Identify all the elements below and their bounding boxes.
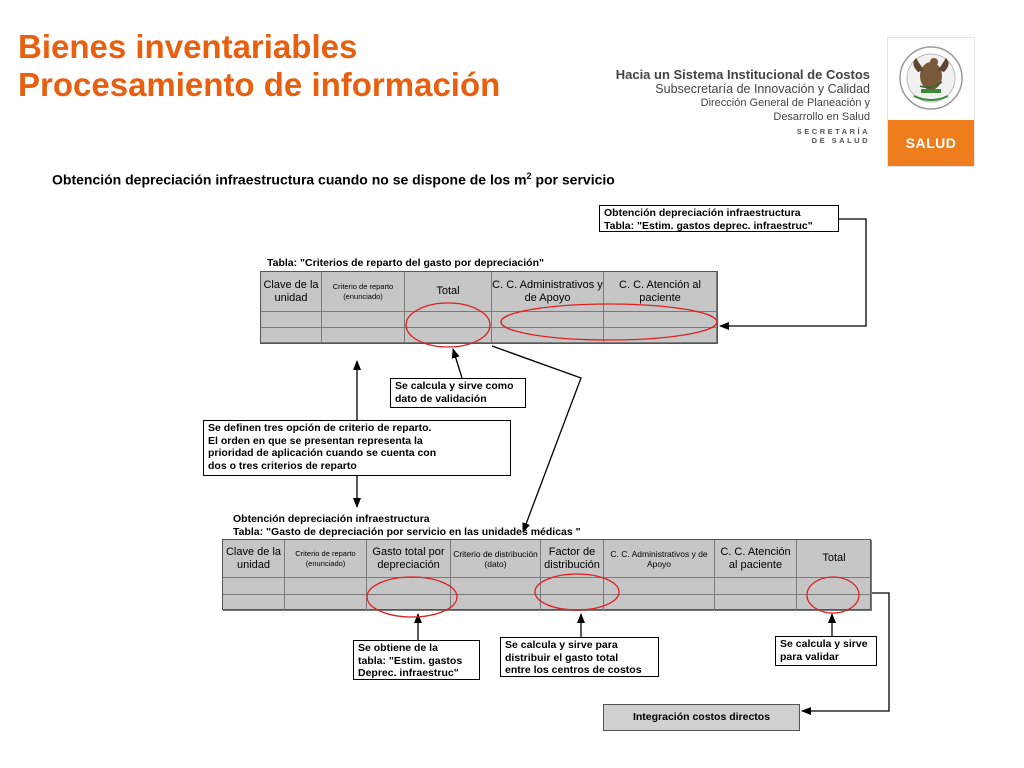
note-validacion-line-2: dato de validación bbox=[395, 392, 487, 405]
ref-box bbox=[599, 205, 839, 232]
note-criterio bbox=[203, 420, 511, 476]
table1-cell bbox=[604, 328, 717, 343]
arrow-validacion-to-total bbox=[453, 349, 462, 378]
table2-cell bbox=[451, 578, 541, 595]
header-line-4: Desarrollo en Salud bbox=[773, 111, 870, 123]
table1-cell bbox=[261, 312, 322, 328]
table2-label bbox=[233, 513, 581, 538]
table1-cell bbox=[492, 328, 604, 343]
salud-logo bbox=[887, 37, 975, 167]
note-validar-line-2: para validar bbox=[780, 650, 839, 663]
salud-band: SALUD bbox=[888, 120, 974, 166]
table1-cell bbox=[405, 312, 492, 328]
table2-cell bbox=[223, 578, 285, 595]
table1-cell bbox=[322, 328, 405, 343]
table2-cell bbox=[285, 578, 367, 595]
table1-cell bbox=[322, 312, 405, 328]
table2-header-criterio-distribucion: Criterio de distribución (dato) bbox=[451, 540, 541, 578]
table1-cell bbox=[261, 328, 322, 343]
table1-cell bbox=[492, 312, 604, 328]
table2-header-clave: Clave de la unidad bbox=[223, 540, 285, 578]
table2-cell bbox=[715, 595, 797, 611]
table2-cell bbox=[367, 595, 451, 611]
table2-header-gasto-total: Gasto total por depreciación bbox=[367, 540, 451, 578]
header-line-5: SECRETARÍA bbox=[796, 127, 870, 136]
table1 bbox=[260, 271, 718, 344]
note-validacion bbox=[390, 378, 526, 408]
note-distribuir bbox=[500, 637, 659, 677]
table2-cell bbox=[367, 578, 451, 595]
table2-header-criterio: Criterio de reparto (enunciado) bbox=[285, 540, 367, 578]
table1-header-criterio: Criterio de reparto (enunciado) bbox=[322, 272, 405, 312]
header-line-6: DE SALUD bbox=[811, 136, 870, 145]
note-obtiene-line-3: Deprec. infraestruc" bbox=[358, 667, 459, 679]
header-block bbox=[540, 68, 870, 145]
arrow-ref-to-table1 bbox=[720, 219, 866, 326]
table2-cell bbox=[797, 595, 872, 611]
table2-cell bbox=[541, 595, 604, 611]
subtitle-tail: por servicio bbox=[531, 171, 615, 188]
integracion-box: Integración costos directos bbox=[603, 704, 800, 731]
note-distribuir-line-3: entre los centros de costos bbox=[505, 664, 642, 676]
table2-cell bbox=[223, 595, 285, 611]
subtitle bbox=[52, 171, 615, 188]
table2-cell bbox=[604, 578, 715, 595]
table1-cell bbox=[604, 312, 717, 328]
title-line-1: Bienes inventariables bbox=[18, 28, 358, 65]
header-line-2: Subsecretaría de Innovación y Calidad bbox=[655, 82, 870, 96]
mexican-eagle-emblem-icon bbox=[888, 38, 974, 118]
note-obtiene-line-1: Se obtiene de la bbox=[358, 642, 438, 654]
table2-cell bbox=[715, 578, 797, 595]
table1-label: Tabla: "Criterios de reparto del gasto por depreciación" bbox=[267, 257, 544, 269]
header-line-3: Dirección General de Planeación y bbox=[700, 97, 870, 109]
table2-label-line-1: Obtención depreciación infraestructura bbox=[233, 513, 430, 525]
table2-cell bbox=[541, 578, 604, 595]
table2-header-factor: Factor de distribución bbox=[541, 540, 604, 578]
subtitle-sup: 2 bbox=[526, 171, 532, 181]
table2-header-admin: C. C. Administrativos y de Apoyo bbox=[604, 540, 715, 578]
table2-cell bbox=[797, 578, 872, 595]
table2-header-atencion: C. C. Atención al paciente bbox=[715, 540, 797, 578]
title-line-2: Procesamiento de información bbox=[18, 66, 501, 103]
note-criterio-line-2: El orden en que se presentan representa la bbox=[208, 434, 423, 447]
note-criterio-line-1: Se definen tres opción de criterio de reparto. bbox=[208, 422, 432, 434]
table1-cell bbox=[405, 328, 492, 343]
page-title bbox=[18, 28, 500, 104]
table1-header-atencion: C. C. Atención al paciente bbox=[604, 272, 717, 312]
note-obtiene bbox=[353, 640, 480, 680]
table1-header-clave: Clave de la unidad bbox=[261, 272, 322, 312]
note-validar bbox=[775, 636, 877, 666]
table2 bbox=[222, 539, 871, 610]
ref-box-line-1: Obtención depreciación infraestructura bbox=[604, 207, 801, 219]
table2-header-total: Total bbox=[797, 540, 872, 578]
subtitle-main: Obtención depreciación infraestructura cuando no se dispone de los m bbox=[52, 171, 527, 188]
note-validacion-line-1: Se calcula y sirve como bbox=[395, 380, 514, 392]
note-criterio-line-4: dos o tres criterios de reparto bbox=[208, 459, 357, 472]
table1-header-admin: C. C. Administrativos y de Apoyo bbox=[492, 272, 604, 312]
ref-box-line-2: Tabla: "Estim. gastos deprec. infraestruc" bbox=[604, 219, 813, 232]
header-line-1: Hacia un Sistema Institucional de Costos bbox=[615, 67, 870, 82]
table2-cell bbox=[451, 595, 541, 611]
table2-cell bbox=[604, 595, 715, 611]
note-distribuir-line-1: Se calcula y sirve para bbox=[505, 639, 618, 651]
note-validar-line-1: Se calcula y sirve bbox=[780, 638, 868, 650]
table2-cell bbox=[285, 595, 367, 611]
table2-label-line-2: Tabla: "Gasto de depreciación por servicio en las unidades médicas " bbox=[233, 525, 581, 538]
note-distribuir-line-2: distribuir el gasto total bbox=[505, 651, 619, 664]
note-obtiene-line-2: tabla: "Estim. gastos bbox=[358, 654, 463, 667]
table1-header-total: Total bbox=[405, 272, 492, 312]
note-criterio-line-3: prioridad de aplicación cuando se cuenta con bbox=[208, 447, 437, 459]
